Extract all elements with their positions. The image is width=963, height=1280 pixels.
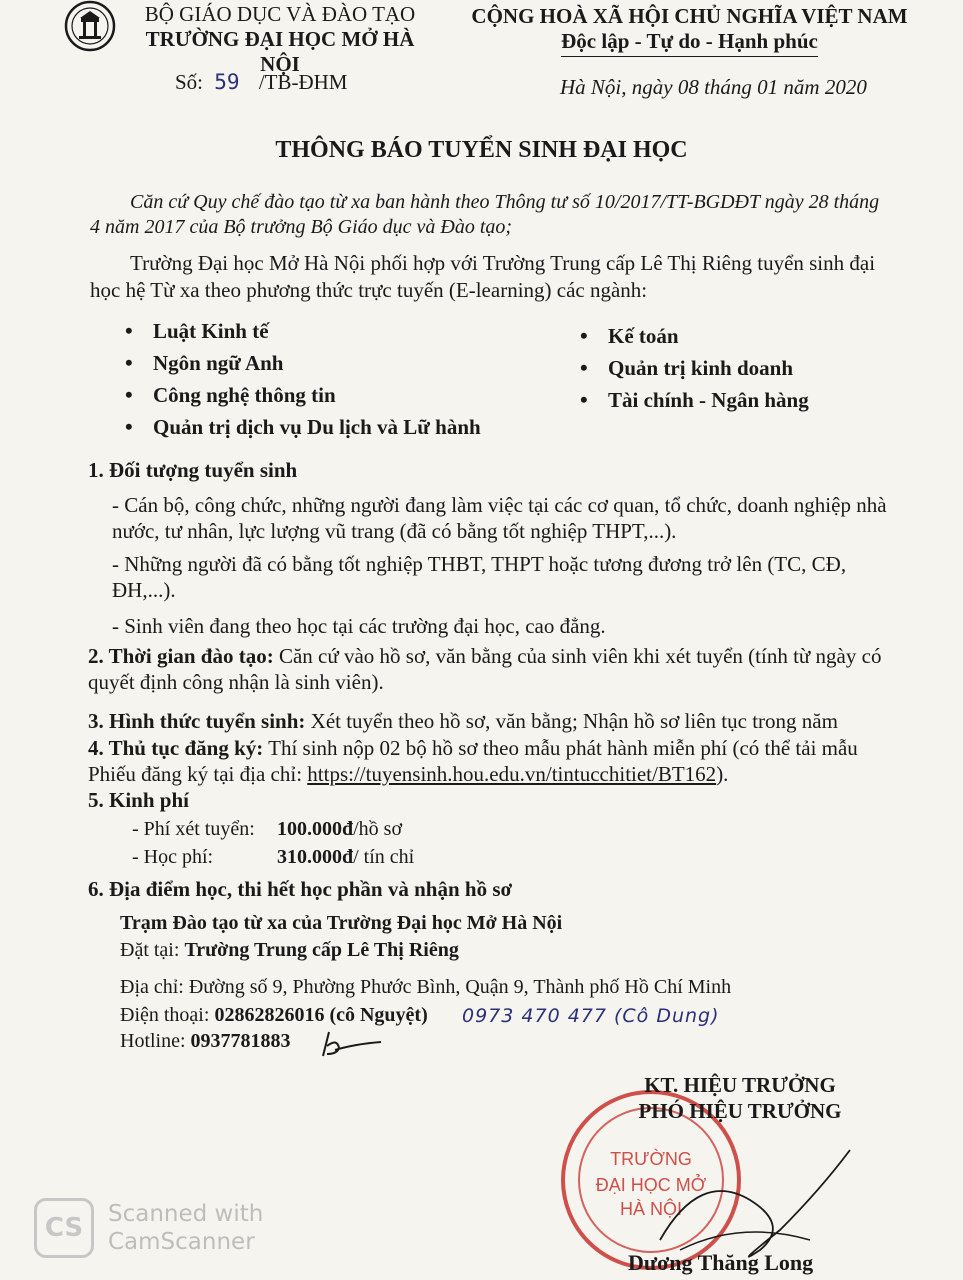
section-2-heading: 2. Thời gian đào tạo: [88, 644, 274, 668]
phone-line [120, 1002, 428, 1028]
handwritten-phone: 0973 470 477 (Cô Dung) [462, 1005, 720, 1027]
camscanner-watermark [34, 1198, 263, 1258]
section-1-item: - Cán bộ, công chức, những người đang làm việc tại các cơ quan, tổ chức, doanh nghiệp nhà nước, tư nhân, lực lượng vũ trang (đã có bằng tốt nghiệp THPT,...). [112, 493, 887, 543]
phone-label: Điện thoại: [120, 1004, 210, 1026]
list-item: • Kế toán [580, 320, 809, 352]
address-line: Địa chỉ: Đường số 9, Phường Phước Bình, Quận 9, Thành phố Hồ Chí Minh [120, 976, 732, 998]
watermark-line-1: Scanned with [108, 1201, 264, 1227]
issue-date: Hà Nội, ngày 08 tháng 01 năm 2020 [560, 75, 867, 99]
location-label: Đặt tại: [120, 939, 180, 961]
section-1-item: - Những người đã có bằng tốt nghiệp THBT, THPT hoặc tương đương trở lên (TC, CĐ, ĐH,...). [112, 552, 847, 602]
document-number [175, 70, 347, 95]
handwritten-initial-icon [315, 1028, 385, 1060]
ministry-name: BỘ GIÁO DỤC VÀ ĐÀO TẠO [144, 2, 416, 26]
list-item: • Tài chính - Ngân hàng [580, 384, 809, 416]
majors-list-left [125, 315, 481, 443]
ministry-header [125, 2, 435, 77]
signature-title: KT. HIỆU TRƯỞNG [644, 1073, 836, 1097]
stamp-text: TRƯỜNG ĐẠI HỌC MỞ HÀ NỘI [595, 1149, 707, 1219]
list-item: • Luật Kinh tế [125, 315, 481, 347]
list-item: • Công nghệ thông tin [125, 379, 481, 411]
motto: Độc lập - Tự do - Hạnh phúc [561, 29, 818, 57]
phone-value: 02862826016 (cô Nguyệt) [214, 1004, 428, 1026]
list-item: • Ngôn ngữ Anh [125, 347, 481, 379]
hotline-label: Hotline: [120, 1030, 186, 1052]
section-6-heading: 6. Địa điểm học, thi hết học phần và nhận hồ sơ [88, 877, 513, 901]
location-value: Trường Trung cấp Lê Thị Riêng [184, 939, 459, 961]
fee-unit: /hồ sơ [353, 818, 403, 840]
fee-amount: 310.000đ [277, 846, 354, 868]
doc-number-suffix: /TB-ĐHM [258, 70, 348, 94]
signature-subtitle: PHÓ HIỆU TRƯỞNG [638, 1099, 842, 1123]
legal-basis: Căn cứ Quy chế đào tạo từ xa ban hành theo Thông tư số 10/2017/TT-BGDĐT ngày 28 tháng 4 năm 2017 của Bộ trưởng Bộ Giáo dục và Đào tạo; [90, 191, 880, 238]
section-1-heading: 1. Đối tượng tuyển sinh [88, 458, 298, 482]
page-title: THÔNG BÁO TUYỂN SINH ĐẠI HỌC [275, 137, 688, 163]
list-item: • Quản trị dịch vụ Du lịch và Lữ hành [125, 411, 481, 443]
section-1-item: - Sinh viên đang theo học tại các trường đại học, cao đẳng. [112, 614, 606, 638]
section-5-heading: 5. Kinh phí [88, 788, 189, 812]
list-item: • Quản trị kinh doanh [580, 352, 809, 384]
majors-list-right [580, 320, 809, 416]
section-4-heading: 4. Thủ tục đăng ký: [88, 736, 264, 760]
section-4 [88, 735, 888, 787]
signer-name: Dương Thăng Long [628, 1250, 814, 1275]
national-motto [462, 4, 917, 57]
fee-unit: / tín chỉ [353, 846, 415, 868]
hotline-value: 0937781883 [190, 1030, 291, 1052]
fee-application-label: - Phí xét tuyển: [132, 818, 255, 840]
doc-number-value: 59 [214, 70, 240, 94]
fee-tuition-label: - Học phí: [132, 846, 214, 868]
doc-number-prefix: Số: [175, 70, 204, 94]
section-2-text: Căn cứ vào hồ sơ, văn bằng của sinh viên khi xét tuyển (tính từ ngày có quyết định công nhận là sinh viên). [88, 644, 882, 694]
section-4-tail: ). [716, 762, 729, 786]
section-3-heading: 3. Hình thức tuyển sinh: [88, 709, 306, 733]
registration-form-link[interactable]: https://tuyensinh.hou.edu.vn/tintucchitiet/BT162 [307, 762, 717, 786]
section-3 [88, 708, 888, 734]
fee-application-value [277, 818, 402, 841]
hotline-line [120, 1028, 291, 1054]
fee-amount: 100.000đ [277, 818, 354, 840]
watermark-line-2: CamScanner [108, 1229, 255, 1255]
location-line [120, 937, 459, 963]
section-2 [88, 643, 888, 695]
intro-paragraph: Trường Đại học Mở Hà Nội phối hợp với Trường Trung cấp Lê Thị Riêng tuyển sinh đại học hệ Từ xa theo phương thức trực tuyến (E-learning) các ngành: [90, 251, 876, 302]
university-logo-icon [62, 0, 118, 52]
university-name: TRƯỜNG ĐẠI HỌC MỞ HÀ NỘI [145, 27, 415, 76]
section-4-text: Thí sinh nộp 02 bộ hồ sơ theo mẫu phát hành miễn phí (có thể tải mẫu Phiếu đăng ký tại địa chỉ: [88, 736, 858, 786]
section-3-text: Xét tuyển theo hồ sơ, văn bằng; Nhận hồ sơ liên tục trong năm [310, 709, 838, 733]
camscanner-logo-icon: CS [34, 1198, 94, 1258]
station-name: Trạm Đào tạo từ xa của Trường Đại học Mở Hà Nội [120, 912, 563, 934]
fee-tuition-value [277, 846, 414, 869]
country-name: CỘNG HOÀ XÃ HỘI CHỦ NGHĨA VIỆT NAM [471, 4, 908, 28]
signature-block [620, 1072, 860, 1124]
